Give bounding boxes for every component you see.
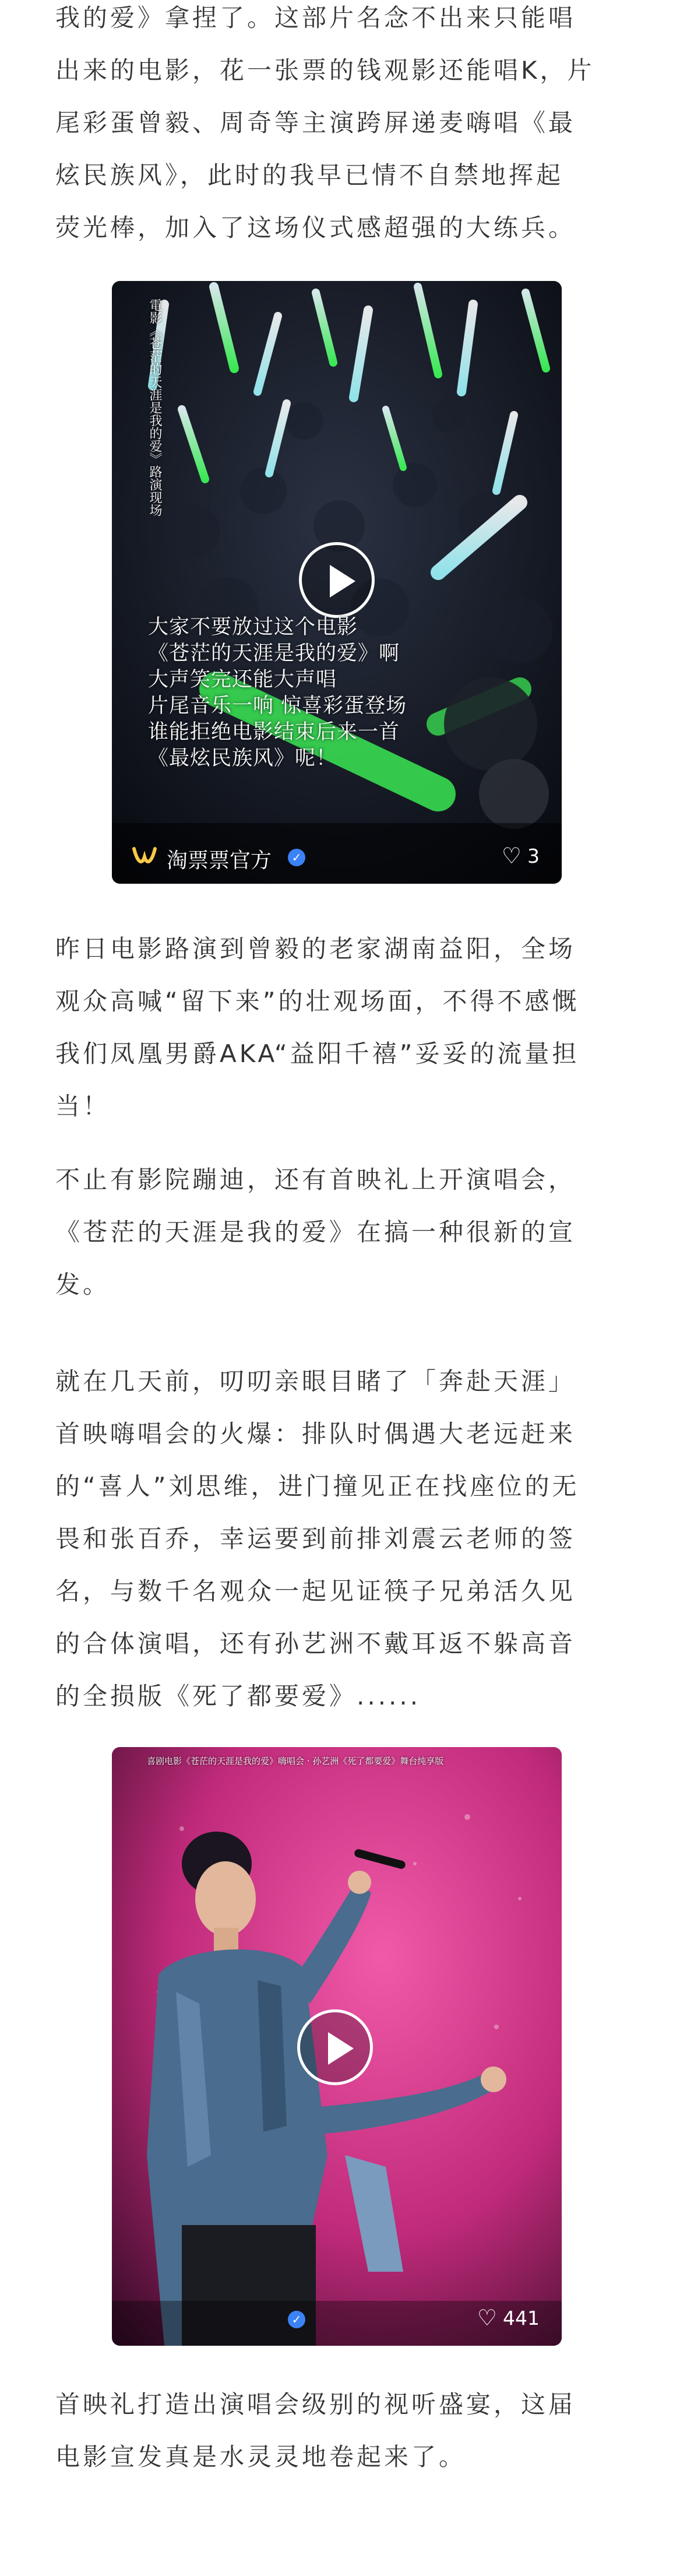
text-line: 不止有影院蹦迪，还有首映礼上开演唱会， xyxy=(55,1165,576,1194)
paragraph-conclusion xyxy=(55,2378,619,2483)
text-line: 昨日电影路演到曾毅的老家湖南益阳，全场 xyxy=(55,934,576,963)
caption-line: 谁能拒绝电影结束后来一首 xyxy=(148,721,400,744)
video-card-concert[interactable] xyxy=(112,1747,562,2346)
text-line: 的全损版《死了都要爱》...... xyxy=(55,1682,421,1710)
video-footer xyxy=(112,2293,562,2346)
text-line: 首映礼打造出演唱会级别的视听盛宴，这届 xyxy=(55,2390,576,2419)
like-count: 441 xyxy=(503,2306,540,2329)
caption-line: 《最炫民族风》呢！ xyxy=(148,747,337,770)
like-count: 3 xyxy=(527,844,540,867)
paragraph-concert xyxy=(55,1355,619,1723)
account-name[interactable]: 淘票票官方 xyxy=(167,849,272,873)
text-line: 我们凤凰男爵AKA“益阳千禧”妥妥的流量担 xyxy=(55,1039,580,1068)
heart-icon: ♡ xyxy=(501,843,522,869)
video-caption xyxy=(148,614,407,772)
verified-icon: ✓ xyxy=(288,849,305,866)
caption-line: 大家不要放过这个电影 xyxy=(148,616,358,639)
text-line: 炫民族风》，此时的我早已情不自禁地挥起 xyxy=(55,161,564,189)
taopiaopiao-logo-icon xyxy=(132,845,157,871)
verified-icon: ✓ xyxy=(288,2311,305,2328)
text-line: 的合体演唱，还有孙艺洲不戴耳返不躲高音 xyxy=(55,1629,576,1658)
like-counter[interactable] xyxy=(477,2305,540,2331)
caption-line: 大声笑完还能大声唱 xyxy=(148,668,337,691)
text-line: 就在几天前，叨叨亲眼目睹了「奔赴天涯」 xyxy=(55,1367,576,1396)
caption-line: 片尾音乐一响 惊喜彩蛋登场 xyxy=(148,694,407,718)
text-line: 发。 xyxy=(55,1270,111,1299)
text-line: 我的爱》拿捏了。这部片名念不出来只能唱 xyxy=(55,3,576,32)
video-card-roadshow[interactable] xyxy=(112,281,562,884)
paragraph-intro xyxy=(55,0,619,254)
like-counter[interactable] xyxy=(502,843,540,869)
play-button[interactable] xyxy=(297,2009,373,2085)
paragraph-premiere xyxy=(55,1154,619,1311)
text-line: 尾彩蛋曾毅、周奇等主演跨屏递麦嗨唱《最 xyxy=(55,108,576,137)
text-line: 观众高喊“留下来”的壮观场面，不得不感慨 xyxy=(55,987,580,1015)
text-line: 荧光棒，加入了这场仪式感超强的大练兵。 xyxy=(55,213,576,242)
text-line: 电影宣发真是水灵灵地卷起来了。 xyxy=(55,2443,467,2471)
text-line: 出来的电影，花一张票的钱观影还能唱K，片 xyxy=(55,56,595,85)
paragraph-yiyang xyxy=(55,923,619,1133)
text-line: 《苍茫的天涯是我的爱》在搞一种很新的宣 xyxy=(55,1218,576,1246)
text-line: 的“喜人”刘思维，进门撞见正在找座位的无 xyxy=(55,1472,580,1500)
text-line: 首映嗨唱会的火爆：排队时偶遇大老远赶来 xyxy=(55,1419,576,1448)
video-footer xyxy=(112,831,562,884)
text-line: 名，与数千名观众一起见证筷子兄弟活久见 xyxy=(55,1577,576,1605)
text-line: 畏和张百乔，幸运要到前排刘震云老师的签 xyxy=(55,1524,576,1553)
video-top-title: 喜剧电影《苍茫的天涯是我的爱》嗨唱会 · 孙艺洲《死了都要爱》舞台纯享版 xyxy=(147,1756,444,1766)
video-side-title: 電影《苍茫的天涯是我的爱》路演现场 xyxy=(147,298,162,516)
play-button[interactable] xyxy=(299,542,375,618)
heart-icon: ♡ xyxy=(477,2305,497,2331)
caption-line: 《苍茫的天涯是我的爱》啊 xyxy=(148,642,400,665)
text-line: 当！ xyxy=(55,1092,111,1120)
